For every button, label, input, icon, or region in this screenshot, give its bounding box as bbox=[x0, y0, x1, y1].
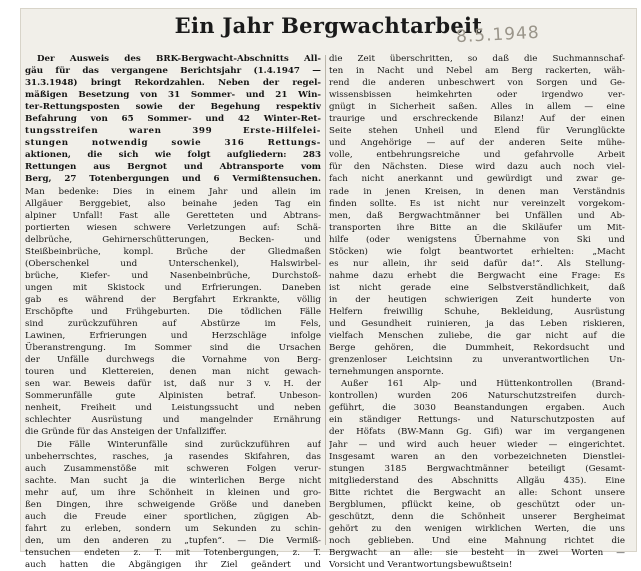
text-line: geführt, die 3030 Beanstandungen ergaben. Auch bbox=[329, 403, 625, 414]
text-line: Seite stehen Unheil und Elend für Verunglückte bbox=[329, 126, 625, 137]
text-line: schlechter Ausrüstung und mangelnder Ernährung bbox=[25, 415, 321, 426]
text-line: auch die Freude einer sportlichen, zügigen Ab- bbox=[25, 511, 321, 522]
text-line: wissensbissen heimkehrten oder irgendwo ver- bbox=[329, 90, 625, 101]
text-line: Bergblumen, pflückt keine, ob geschützt oder un- bbox=[329, 499, 625, 510]
text-line: kontrollen) wurden 206 Naturschutzstreifen durch- bbox=[329, 391, 625, 402]
text-line: Lawinen, Erfrierungen und Herzschläge infolge bbox=[25, 331, 321, 342]
text-line: touren und Klettereien, denen man nicht gewach- bbox=[25, 367, 321, 378]
text-line: ein ständiger Rettungs- und Naturschutzposten auf bbox=[329, 415, 625, 426]
text-line: Allgäuer Berggebiet, also beinahe jeden Tag ein bbox=[25, 198, 321, 209]
text-line: Steißbeinbrüche, kompl. Brüche der Gliedmaßen bbox=[25, 246, 321, 257]
text-line: mehr auf, um ihre Schönheit in kleinen und gro- bbox=[25, 487, 321, 498]
text-line: mäßigen Besetzung von 31 Sommer- und 21 Win- bbox=[25, 90, 321, 101]
text-line: gehört zu den wenigen wirklichen Werten, die uns bbox=[329, 523, 625, 534]
text-line: Vorsicht und Verantwortungsbewußtsein! bbox=[329, 559, 513, 570]
text-line: sen war. Beweis dafür ist, daß nur 3 v. H. der bbox=[25, 379, 321, 390]
text-line: traurige und erschreckende Bilanz! Auf der einen bbox=[329, 114, 625, 125]
text-line: ßen Dingen, ihre schweigende Größe und daneben bbox=[25, 499, 321, 510]
text-line: Berge gehören, die Dummheit, Rekordsucht und bbox=[329, 343, 625, 354]
text-line: fahrt zu erleben, sondern um Sekunden zu schin- bbox=[25, 523, 321, 534]
text-line: nenheit, Freiheit und Leistungssucht und neben bbox=[25, 403, 321, 414]
text-line: noch geblieben. Und eine Mahnung richtet die bbox=[329, 535, 625, 546]
text-line: aktionen, die sich wie folgt aufgliedern: 283 bbox=[25, 150, 321, 161]
text-line: Jahr — und wird auch heuer wieder — eingerichtet. bbox=[329, 439, 625, 450]
text-line: Erschöpfte und Frühgeburten. Die tödlichen Fälle bbox=[25, 306, 321, 317]
text-line: stungen notwendig sowie 316 Rettungs- bbox=[25, 138, 321, 149]
right-column bbox=[329, 53, 625, 571]
text-line: Man bedenke: Dies in einem Jahr und allein im bbox=[25, 186, 321, 197]
text-line: sind zurückzuführen auf Abstürze im Fels, bbox=[25, 319, 321, 330]
text-line: stungen 3185 Bergwachtmänner beteiligt (Gesamt- bbox=[329, 463, 625, 474]
text-line: Überanstrengung. Im Sommer sind die Ursachen bbox=[25, 343, 321, 354]
text-line: die Gründe für das Ansteigen der Unfallziffer. bbox=[25, 427, 227, 438]
text-line: transporten ihre Bitte an die Skiläufer um Mit- bbox=[329, 222, 625, 233]
text-line: rade in jenen Kreisen, in denen man Verständnis bbox=[329, 186, 625, 197]
text-line: tungsstreifen waren 399 Erste-Hilfelei- bbox=[25, 126, 321, 137]
text-line: und Angehörige — auf der anderen Seite mühe- bbox=[329, 138, 625, 149]
text-line: Außer 161 Alp- und Hüttenkontrollen (Brand- bbox=[341, 379, 625, 390]
text-line: delbrüche, Gehirnerschütterungen, Becken- und bbox=[25, 234, 321, 245]
text-line: Sommerunfälle gute Alpinisten betraf. Unbeson- bbox=[25, 391, 321, 402]
text-line: Der Ausweis des BRK-Bergwacht-Abschnitts All- bbox=[37, 54, 321, 64]
text-line: ist nicht gerade eine Selbstverständlichkeit, daß bbox=[329, 282, 625, 293]
text-line: der Unfälle durchwegs die Vornahme von Berg- bbox=[25, 355, 321, 366]
text-line: gnügt in Sicherheit saßen. Alles in allem — eine bbox=[329, 102, 625, 113]
text-line: Berg, 27 Totenbergungen und 6 Vermißtensuchen. bbox=[25, 174, 321, 185]
text-line: Insgesamt waren an den vorbezeichneten Dienstlei- bbox=[329, 451, 625, 462]
handwritten-date: 8.5.1948 bbox=[455, 22, 541, 48]
text-line: Rettungen aus Bergnot und Abtransporte vom bbox=[25, 162, 321, 173]
newspaper-clipping bbox=[20, 8, 637, 570]
text-line: geschützt, denn die Schönheit unserer Bergheimat bbox=[329, 511, 625, 522]
text-line: (Oberschenkel und Unterschenkel), Halswirbel- bbox=[25, 258, 321, 269]
text-line: für den Nächsten. Diese wird dazu auch noch viel- bbox=[329, 162, 625, 173]
text-line: die Zeit überschritten, so daß die Suchmannschaf- bbox=[329, 54, 625, 64]
text-line: ter-Rettungsposten sowie der Begehung respektiv bbox=[25, 102, 321, 113]
text-line: finden sollte. Es ist nicht nur vereinzelt vorgekom- bbox=[329, 198, 625, 209]
text-line: in der heutigen schwierigen Zeit hunderte von bbox=[329, 294, 625, 305]
text-line: ungen mit Skistock und Erfrierungen. Daneben bbox=[25, 282, 321, 293]
text-line: auch Zusammenstöße mit schweren Folgen verur- bbox=[25, 463, 321, 474]
text-line: ten in Nacht und Nebel am Berg rackerten, wäh- bbox=[329, 66, 625, 77]
text-line: Bergwacht an alle: sie besteht in zwei Worten — bbox=[329, 547, 625, 558]
left-column bbox=[25, 53, 321, 571]
text-line: Stöcken) wie folgt beantwortet erhielten: „Macht bbox=[329, 246, 625, 257]
text-line: es nur allein, ihr seid dafür da!“. Als Stellung- bbox=[329, 258, 625, 269]
text-line: vielfach Menschen zuliebe, die gar nicht auf die bbox=[329, 331, 625, 342]
column-divider bbox=[325, 55, 326, 545]
text-line: portierten wiesen schwere Verletzungen auf: Schä- bbox=[25, 222, 321, 233]
text-line: sachte. Man sucht ja die winterlichen Berge nicht bbox=[25, 475, 321, 486]
article-title: Ein Jahr Bergwachtarbeit bbox=[174, 13, 483, 38]
text-line: unbeherrschtes, rasches, ja rasendes Skifahren, das bbox=[25, 451, 321, 462]
text-line: alpiner Unfall! Fast alle Geretteten und Abtrans- bbox=[25, 210, 321, 221]
text-line: den, um den anderen zu „tupfen“. — Die Vermiß- bbox=[25, 535, 321, 546]
text-line: und Gesundheit ruinieren, ja das Leben riskieren, bbox=[329, 319, 625, 330]
text-line: der Höfats (BW-Mann Gg. Gifi) war im vergangenen bbox=[329, 427, 625, 438]
text-line: gab es während der Bergfahrt Erkrankte, völlig bbox=[25, 294, 321, 305]
text-line: tensuchen endeten z. T. mit Totenbergungen, z. T. bbox=[25, 547, 321, 558]
text-line: ternehmungen anspornte. bbox=[329, 367, 444, 378]
text-line: fach nicht anerkannt und gewürdigt und zwar ge- bbox=[329, 174, 625, 185]
text-line: Bitte richtet die Bergwacht an alle: Schont unsere bbox=[329, 487, 625, 498]
text-line: nahme dazu erhebt die Bergwacht eine Frage: Es bbox=[329, 270, 625, 281]
text-line: Befahrung von 65 Sommer- und 42 Winter-Ret- bbox=[25, 114, 321, 125]
text-line: hilfe (oder wenigstens Übernahme von Ski und bbox=[329, 234, 625, 245]
text-line: auch hatten die Abgängigen ihr Ziel geändert und bbox=[25, 559, 321, 570]
text-line: men, daß Bergwachtmänner bei Unfällen und Ab- bbox=[329, 210, 625, 221]
text-line: Helfern freiwillig Schuhe, Bekleidung, Ausrüstung bbox=[329, 306, 625, 317]
text-line: Die Fälle Winterunfälle sind zurückzuführen auf bbox=[37, 439, 321, 450]
text-line: mitgliederstand des Abschnitts Allgäu 435). Eine bbox=[329, 475, 625, 486]
text-line: brüche, Kiefer- und Nasenbeinbrüche, Durchstoß- bbox=[25, 270, 321, 281]
text-line: rend die anderen unbeschwert von Sorgen und Ge- bbox=[329, 78, 625, 89]
text-line: 31.3.1948) bringt Rekordzahlen. Neben der regel- bbox=[25, 78, 321, 89]
text-line: grenzenloser Leichtsinn zu unverantwortlichen Un- bbox=[329, 355, 625, 366]
text-line: volle, entbehrungsreiche und gefahrvolle Arbeit bbox=[329, 150, 625, 161]
text-line: gäu für das vergangene Berichtsjahr (1.4.1947 — bbox=[25, 66, 321, 77]
